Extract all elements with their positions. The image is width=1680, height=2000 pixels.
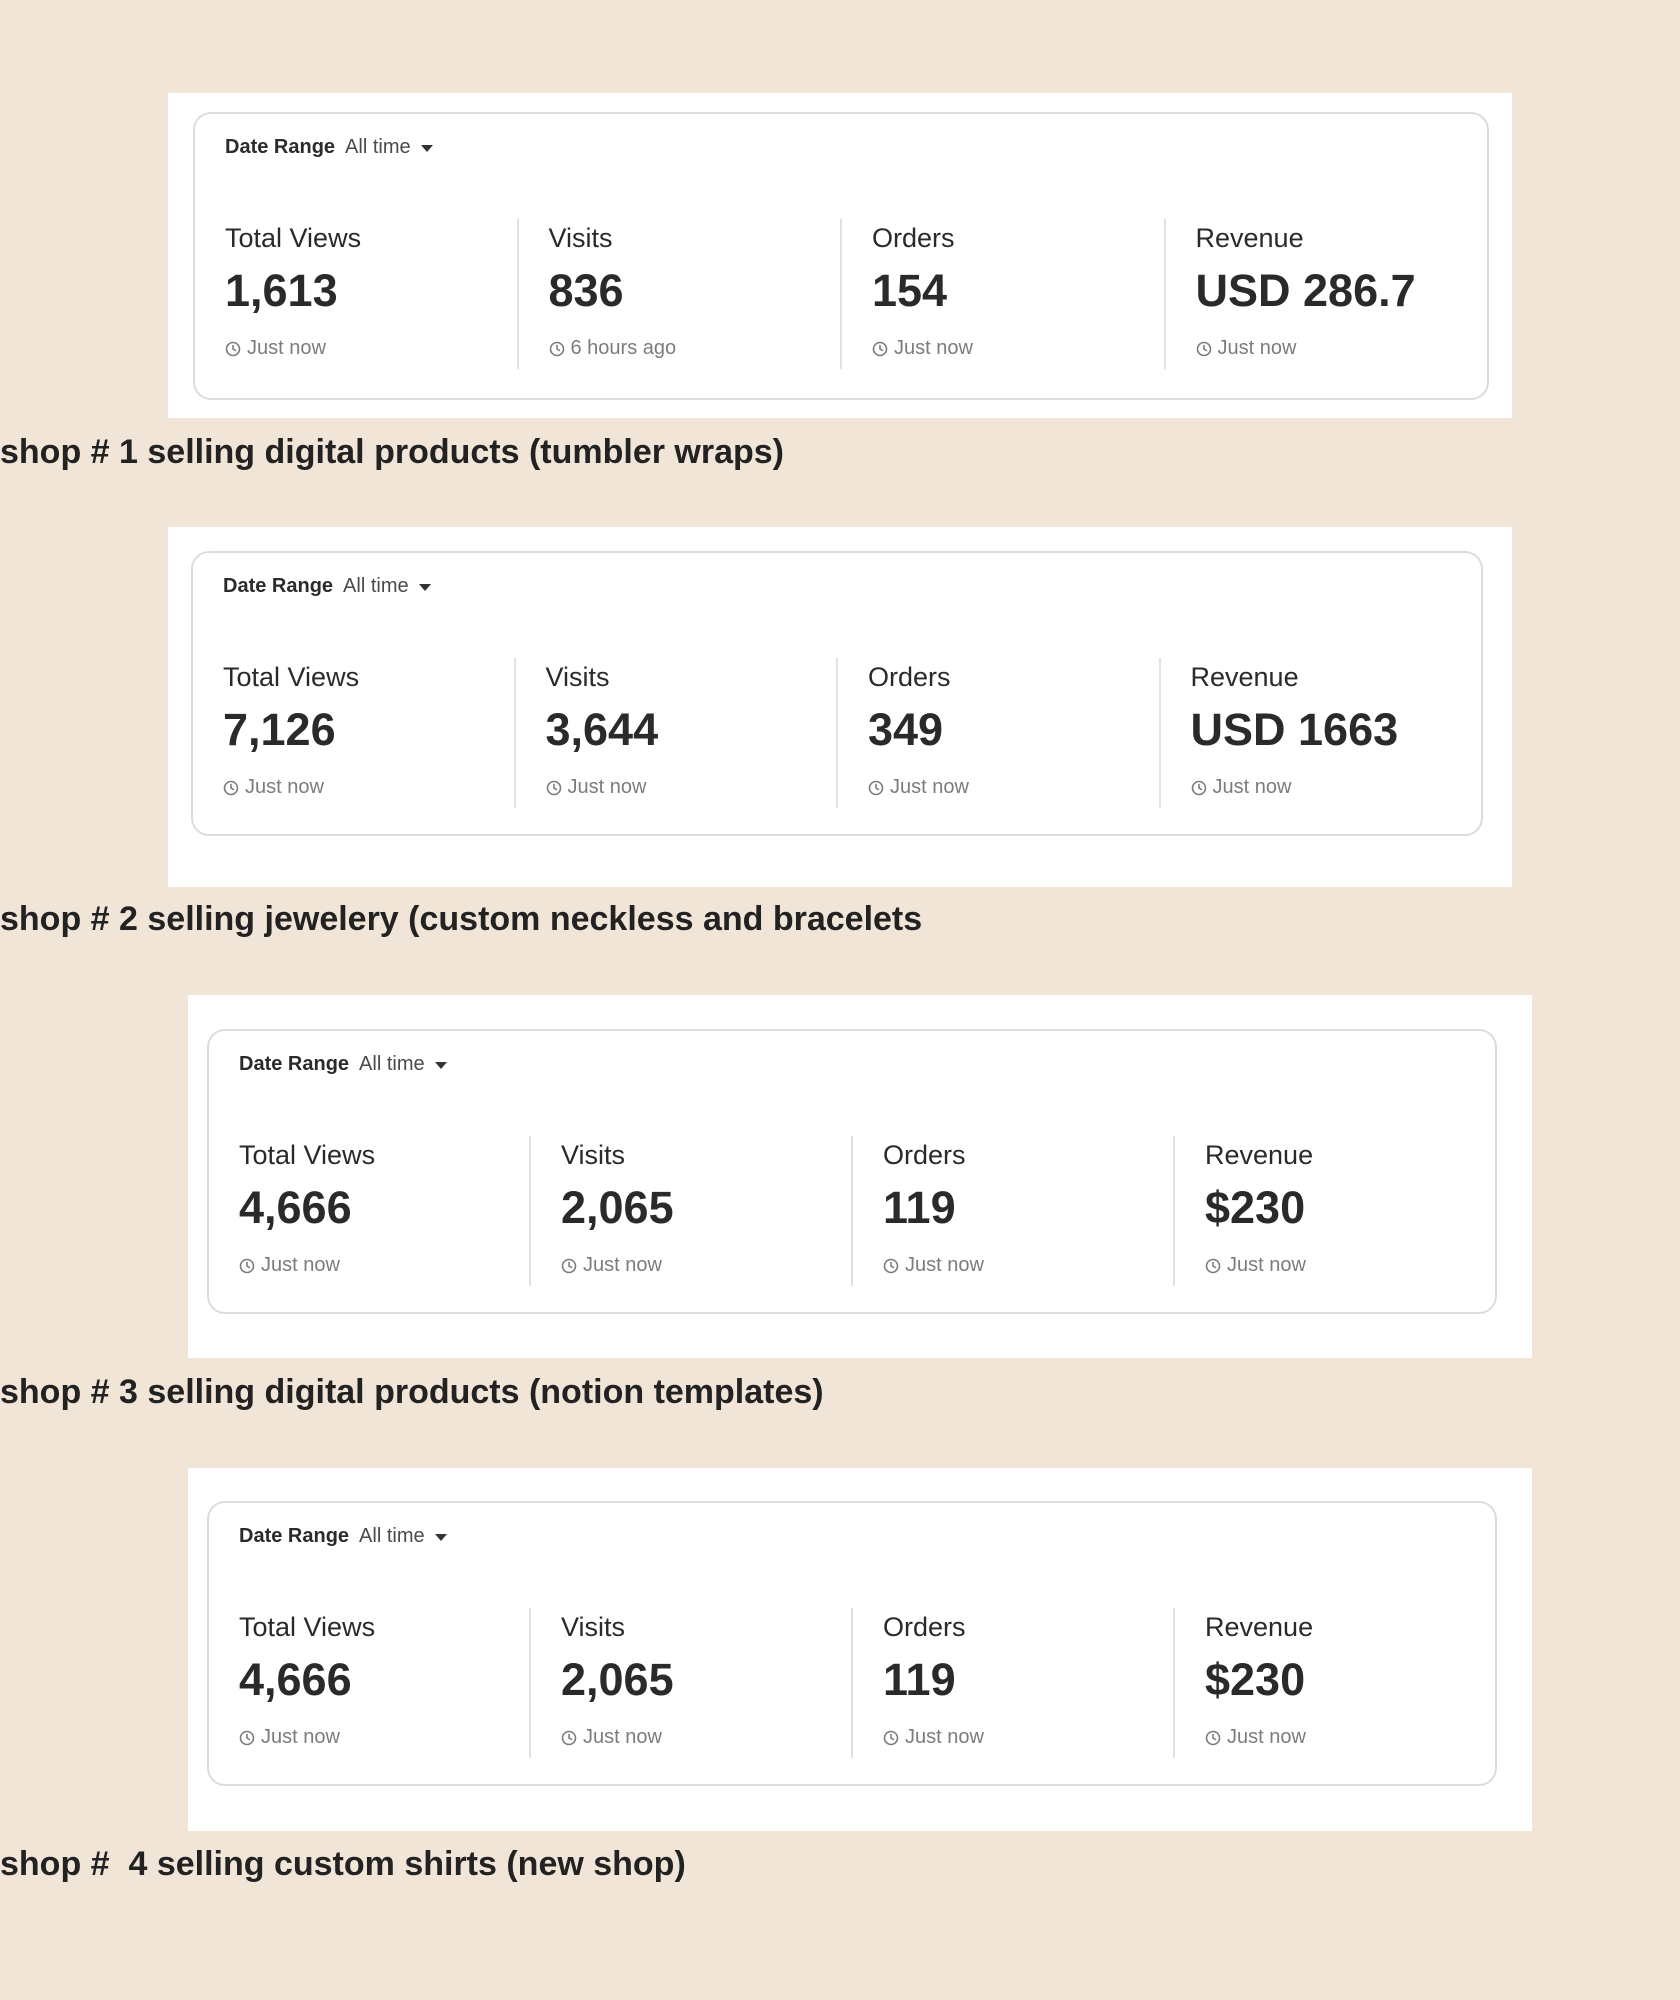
clock-icon (1191, 780, 1207, 796)
metric-value: 4,666 (239, 1182, 352, 1233)
metric-label: Total Views (239, 1140, 376, 1170)
metric-updated (883, 1726, 984, 1749)
metric-updated (883, 1254, 984, 1277)
caret-down-icon (435, 1062, 447, 1069)
metric-updated-text: Just now (1217, 337, 1297, 359)
metric-updated (239, 1726, 340, 1749)
metric-value: $230 (1205, 1654, 1306, 1705)
metric-updated-text: Just now (905, 1726, 984, 1748)
metric-value: USD 1663 (1190, 704, 1399, 755)
metrics-row (193, 658, 1481, 808)
metric-value: $230 (1205, 1182, 1306, 1233)
metric-visits (517, 219, 841, 369)
metric-updated-text: Just now (1227, 1254, 1306, 1276)
metric-updated-text: Just now (247, 337, 326, 359)
metric-value: 2,065 (561, 1182, 674, 1233)
date-range-label: Date Range (225, 136, 336, 158)
clock-icon (1205, 1258, 1221, 1274)
date-range-value: All time (359, 1525, 425, 1547)
metric-updated-text: Just now (583, 1254, 662, 1276)
date-range-label: Date Range (239, 1525, 350, 1547)
metric-value: 1,613 (225, 265, 338, 316)
metric-value: 836 (548, 265, 624, 316)
metric-revenue (1159, 658, 1482, 808)
metric-label: Revenue (1205, 1612, 1314, 1642)
metric-updated-text: Just now (583, 1726, 662, 1748)
metric-value: USD 286.7 (1195, 265, 1416, 316)
metric-label: Revenue (1195, 223, 1304, 253)
clock-icon (883, 1258, 899, 1274)
metric-updated-text: Just now (261, 1726, 340, 1748)
metrics-row (195, 219, 1487, 369)
clock-icon (883, 1730, 899, 1746)
metric-updated (868, 776, 969, 799)
metric-updated-text: Just now (245, 776, 324, 798)
metric-updated (549, 337, 677, 360)
caret-down-icon (419, 584, 431, 591)
metric-label: Visits (545, 662, 610, 692)
metric-value: 349 (868, 704, 944, 755)
metric-total-views (193, 658, 514, 808)
metric-updated (546, 776, 647, 799)
stats-card (207, 1029, 1497, 1314)
metric-updated-text: Just now (261, 1254, 340, 1276)
metric-label: Visits (561, 1612, 626, 1642)
clock-icon (546, 780, 562, 796)
metric-updated (239, 1254, 340, 1277)
date-range-dropdown[interactable] (223, 575, 431, 598)
metric-updated-text: Just now (890, 776, 969, 798)
metric-revenue (1164, 219, 1488, 369)
date-range-value: All time (345, 136, 411, 158)
metric-updated (1191, 776, 1292, 799)
clock-icon (549, 341, 565, 357)
metric-updated-text: 6 hours ago (570, 337, 677, 359)
clock-icon (561, 1730, 577, 1746)
metric-revenue (1173, 1136, 1495, 1286)
metrics-row (209, 1608, 1495, 1758)
caret-down-icon (435, 1534, 447, 1541)
clock-icon (225, 341, 241, 357)
metric-visits (529, 1608, 851, 1758)
date-range-dropdown[interactable] (239, 1053, 447, 1076)
metric-label: Orders (872, 223, 955, 253)
clock-icon (868, 780, 884, 796)
metric-updated (223, 776, 324, 799)
clock-icon (223, 780, 239, 796)
metric-label: Visits (548, 223, 613, 253)
metric-label: Orders (883, 1612, 966, 1642)
date-range-dropdown[interactable] (239, 1525, 447, 1548)
stats-card (207, 1501, 1497, 1786)
clock-icon (872, 341, 888, 357)
metric-updated (561, 1726, 662, 1749)
metric-updated-text: Just now (894, 337, 973, 359)
metric-total-views (209, 1608, 529, 1758)
clock-icon (239, 1730, 255, 1746)
clock-icon (1196, 341, 1212, 357)
metric-updated (1205, 1254, 1306, 1277)
metric-visits (529, 1136, 851, 1286)
date-range-dropdown[interactable] (225, 136, 433, 159)
metric-updated (561, 1254, 662, 1277)
metric-updated-text: Just now (905, 1254, 984, 1276)
clock-icon (561, 1258, 577, 1274)
date-range-label: Date Range (239, 1053, 350, 1075)
metrics-row (209, 1136, 1495, 1286)
metric-orders (851, 1608, 1173, 1758)
metric-value: 119 (883, 1654, 956, 1705)
stats-card (191, 551, 1483, 836)
metric-value: 119 (883, 1182, 956, 1233)
metric-orders (851, 1136, 1173, 1286)
metric-updated (872, 337, 973, 360)
metric-label: Revenue (1205, 1140, 1314, 1170)
metric-updated (1196, 337, 1297, 360)
metric-label: Revenue (1190, 662, 1299, 692)
clock-icon (1205, 1730, 1221, 1746)
date-range-label: Date Range (223, 575, 334, 597)
date-range-value: All time (343, 575, 409, 597)
metric-updated (225, 337, 326, 360)
metric-updated-text: Just now (567, 776, 647, 798)
metric-updated (1205, 1726, 1306, 1749)
metric-updated-text: Just now (1227, 1726, 1306, 1748)
metric-updated-text: Just now (1212, 776, 1292, 798)
metric-label: Orders (883, 1140, 966, 1170)
metric-label: Total Views (225, 223, 362, 253)
metric-total-views (195, 219, 517, 369)
stats-card (193, 112, 1489, 400)
metric-label: Total Views (223, 662, 360, 692)
metric-revenue (1173, 1608, 1495, 1758)
metric-label: Visits (561, 1140, 626, 1170)
metric-label: Orders (868, 662, 951, 692)
metric-value: 3,644 (545, 704, 659, 755)
metric-value: 154 (872, 265, 948, 316)
metric-visits (514, 658, 837, 808)
clock-icon (239, 1258, 255, 1274)
metric-label: Total Views (239, 1612, 376, 1642)
metric-value: 4,666 (239, 1654, 352, 1705)
metric-total-views (209, 1136, 529, 1286)
metric-value: 2,065 (561, 1654, 674, 1705)
metric-orders (840, 219, 1164, 369)
caret-down-icon (421, 145, 433, 152)
date-range-value: All time (359, 1053, 425, 1075)
metric-value: 7,126 (223, 704, 336, 755)
metric-orders (836, 658, 1159, 808)
